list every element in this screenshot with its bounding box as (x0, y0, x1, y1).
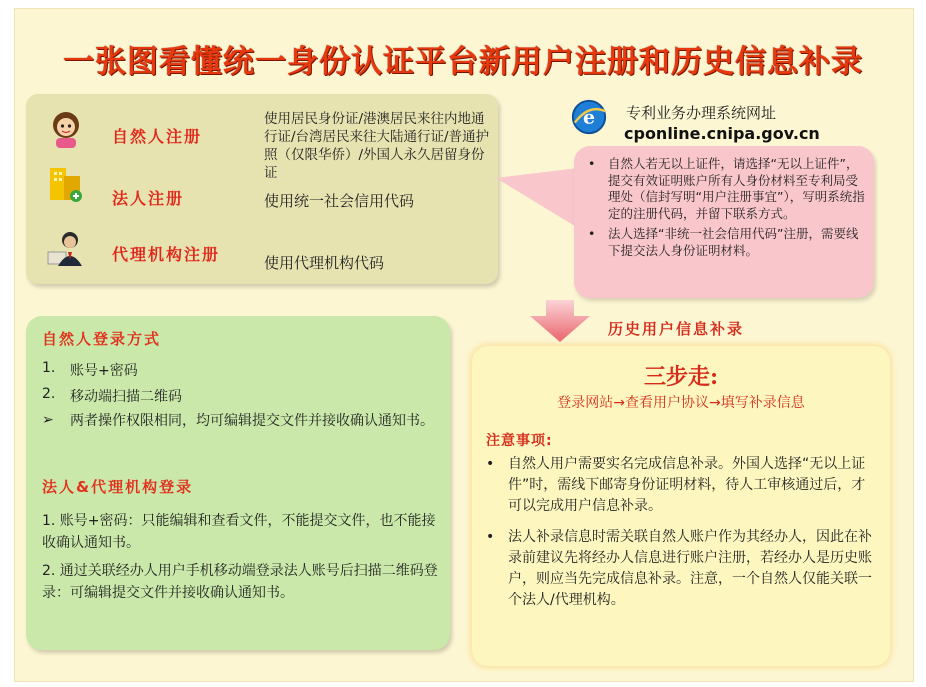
note-item: • 法人选择“非统一社会信用代码”注册，需要线下提交法人身份证明材料。 (588, 226, 859, 258)
person-icon (46, 108, 86, 148)
login-item-number: 1. (42, 360, 56, 376)
history-section-title: 历史用户信息补录 (608, 320, 745, 338)
natural-login-heading: 自然人登录方式 (42, 330, 162, 348)
agent-icon (46, 226, 86, 266)
registration-label: 代理机构注册 (112, 245, 221, 264)
natural-person-notes-panel (574, 146, 874, 298)
registration-panel (26, 94, 498, 284)
notes-item: • 法人补录信息时需关联自然人账户作为其经办人，因此在补录前建议先将经办人信息进行账户注册，若经办人是历史账户，则应当先完成信息补录。注意，一个自然人仅能关联一个法人/代理机构。 (486, 529, 872, 608)
note-arrow-icon: ➢ (42, 412, 54, 428)
login-item-number: 2. (42, 386, 56, 402)
legal-login-item: 1. 账号+密码：只能编辑和查看文件，不能提交文件，也不能接收确认通知书。 (42, 513, 436, 551)
note-text: 法人选择“非统一社会信用代码”注册，需要线下提交法人身份证明材料。 (608, 226, 859, 258)
callout-pointer (496, 168, 578, 238)
login-note: 两者操作权限相同，均可编辑提交文件并接收确认通知书。 (70, 413, 434, 429)
registration-label: 法人注册 (112, 189, 185, 208)
notes-text: 法人补录信息时需关联自然人账户作为其经办人，因此在补录前建议先将经办人信息进行账户注册，若经办人是历史账户，则应当先完成信息补录。注意，一个自然人仅能关联一个法人/代理机构。 (508, 529, 872, 608)
legal-login-item: 2. 通过关联经办人用户手机移动端登录法人账号后扫描二维码登录：可编辑提交文件并接收确认通知书。 (42, 563, 438, 601)
building-icon (46, 162, 86, 202)
registration-desc: 使用代理机构代码 (264, 254, 385, 272)
registration-desc: 使用统一社会信用代码 (264, 192, 415, 210)
note-text: 自然人若无以上证件，请选择“无以上证件”，提交有效证明账户所有人身份材料至专利局受理处（信封写明“用户注册事宜”），写明系统指定的注册代码，并留下联系方式。 (608, 156, 865, 221)
registration-desc: 使用居民身份证/港澳居民来往内地通行证/台湾居民来往大陆通行证/普通护照（仅限华侨）/外国人永久居留身份证 (264, 111, 490, 181)
registration-label: 自然人注册 (112, 127, 203, 146)
login-item-text: 账号+密码 (70, 363, 138, 379)
down-arrow-icon (528, 300, 592, 342)
login-item-text: 移动端扫描二维码 (70, 389, 182, 405)
notes-item: • 自然人用户需要实名完成信息补录。外国人选择“无以上证件”时，需线下邮寄身份证明材料，待人工审核通过后，才可以完成用户信息补录。 (486, 456, 866, 514)
notes-text: 自然人用户需要实名完成信息补录。外国人选择“无以上证件”时，需线下邮寄身份证明材料，待人工审核通过后，才可以完成用户信息补录。 (508, 456, 866, 514)
login-methods-panel (26, 316, 450, 650)
three-steps-title: 三步走: (643, 364, 719, 390)
notes-heading: 注意事项: (486, 433, 553, 449)
three-steps-line: 登录网站→查看用户协议→填写补录信息 (557, 395, 805, 411)
legal-login-heading: 法人&代理机构登录 (42, 478, 194, 496)
ie-browser-icon (570, 98, 608, 136)
svg-text:e: e (582, 106, 596, 129)
site-url[interactable]: cponline.cnipa.gov.cn (624, 124, 820, 143)
page-title: 一张图看懂统一身份认证平台新用户注册和历史信息补录 (63, 44, 863, 80)
history-steps-panel (472, 346, 890, 666)
site-label: 专利业务办理系统网址 (626, 104, 777, 122)
note-item: • 自然人若无以上证件，请选择“无以上证件”，提交有效证明账户所有人身份材料至专利局受理处（信封写明“用户注册事宜”），写明系统指定的注册代码，并留下联系方式。 (588, 156, 865, 221)
